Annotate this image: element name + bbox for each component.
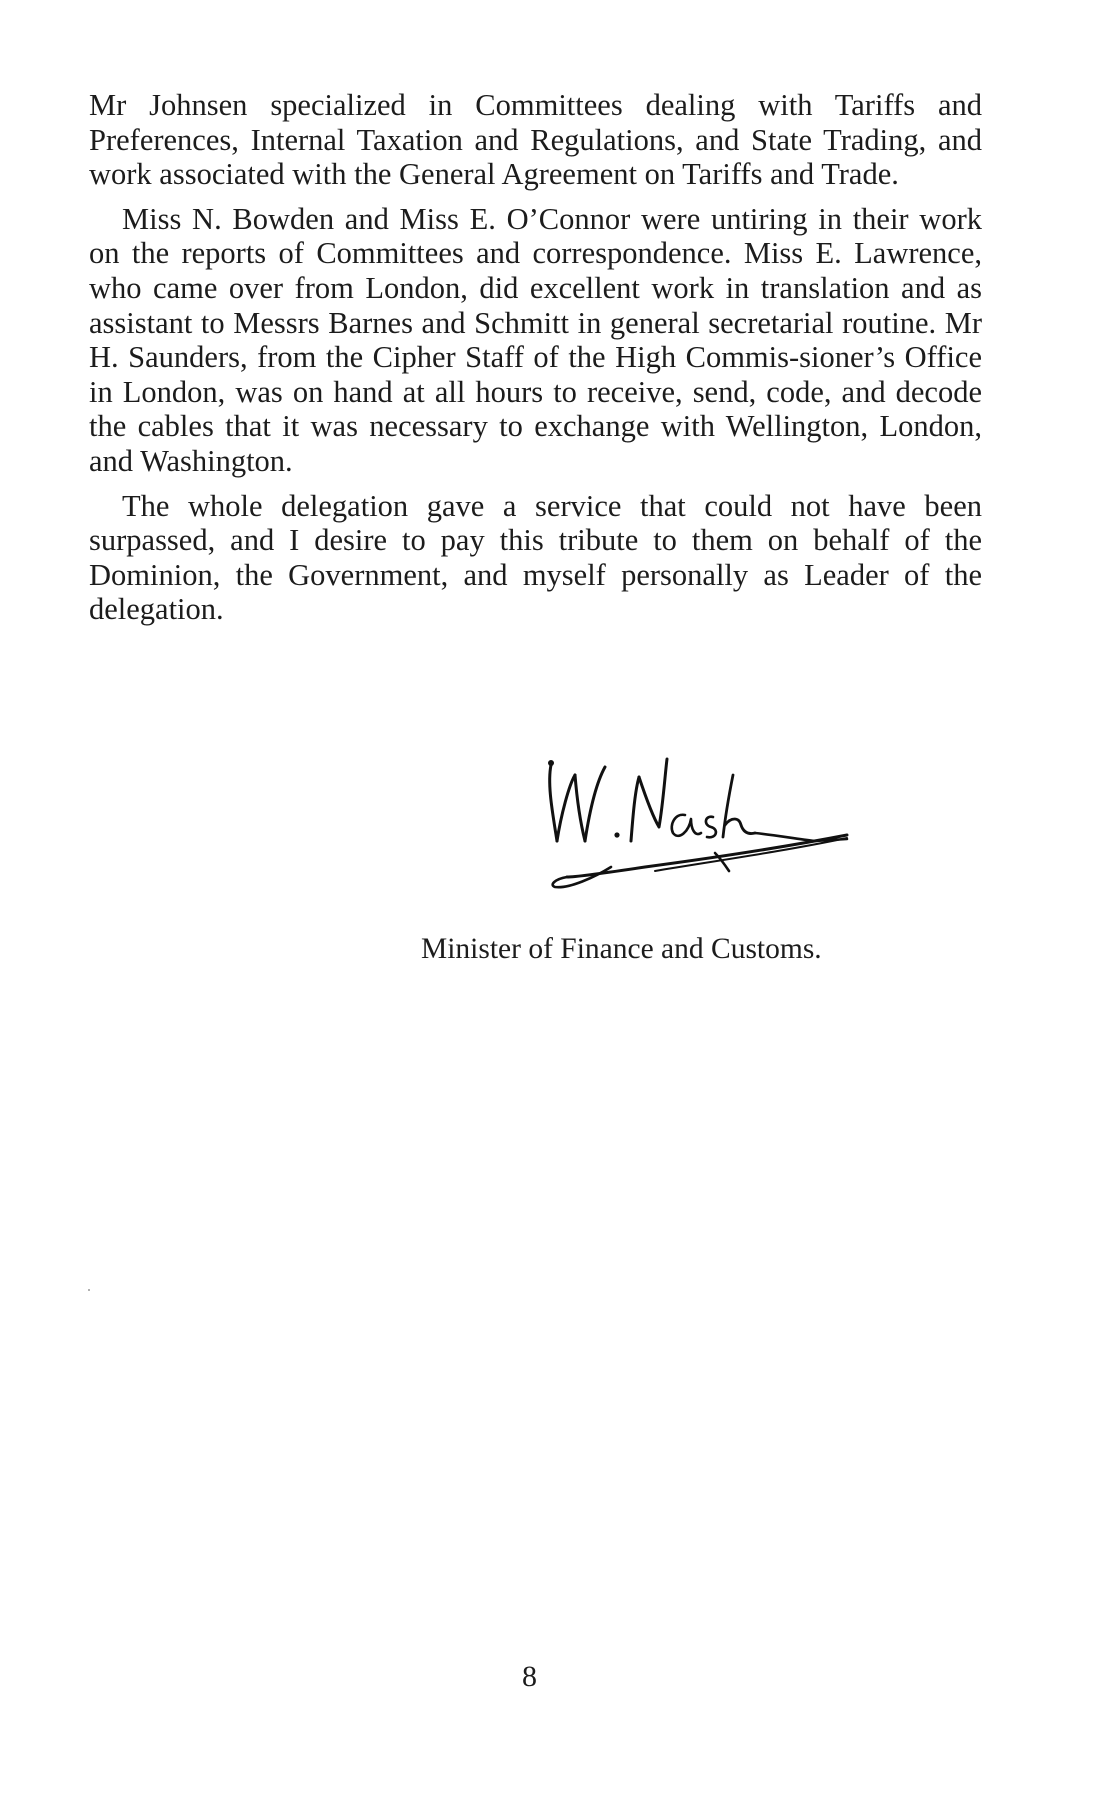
page-number: 8 — [522, 1660, 537, 1693]
signatory-title: Minister of Finance and Customs. — [421, 933, 822, 965]
paragraph-tribute: The whole delegation gave a service that could not have been surpassed, and I desire to pay this tribute to them on behalf of the Dominion, the Government, and myself personally as Leader of the delegation. — [89, 488, 982, 627]
handwritten-signature — [535, 755, 915, 925]
body-text — [89, 88, 982, 637]
paragraph-johnsen: Mr Johnsen specialized in Committees dealing with Tariffs and Preferences, Internal Taxation and Regulations, and State Trading, and work associated with the General Agreement on Tariffs and Trade. — [89, 88, 982, 192]
scan-speck — [88, 1289, 90, 1291]
paragraph-staff: Miss N. Bowden and Miss E. O’Connor were untiring in their work on the reports of Committees and correspondence. Miss E. Lawrence, who came over from London, did excellent work in translation and as assistant to Messrs Barnes and Schmitt in general secretarial routine. Mr H. Saunders, from the Cipher Staff of the High Commis-sioner’s Office in London, was on hand at all hours to receive, send, code, and decode the cables that it was necessary to exchange with Wellington, London, and Washington. — [89, 201, 982, 478]
